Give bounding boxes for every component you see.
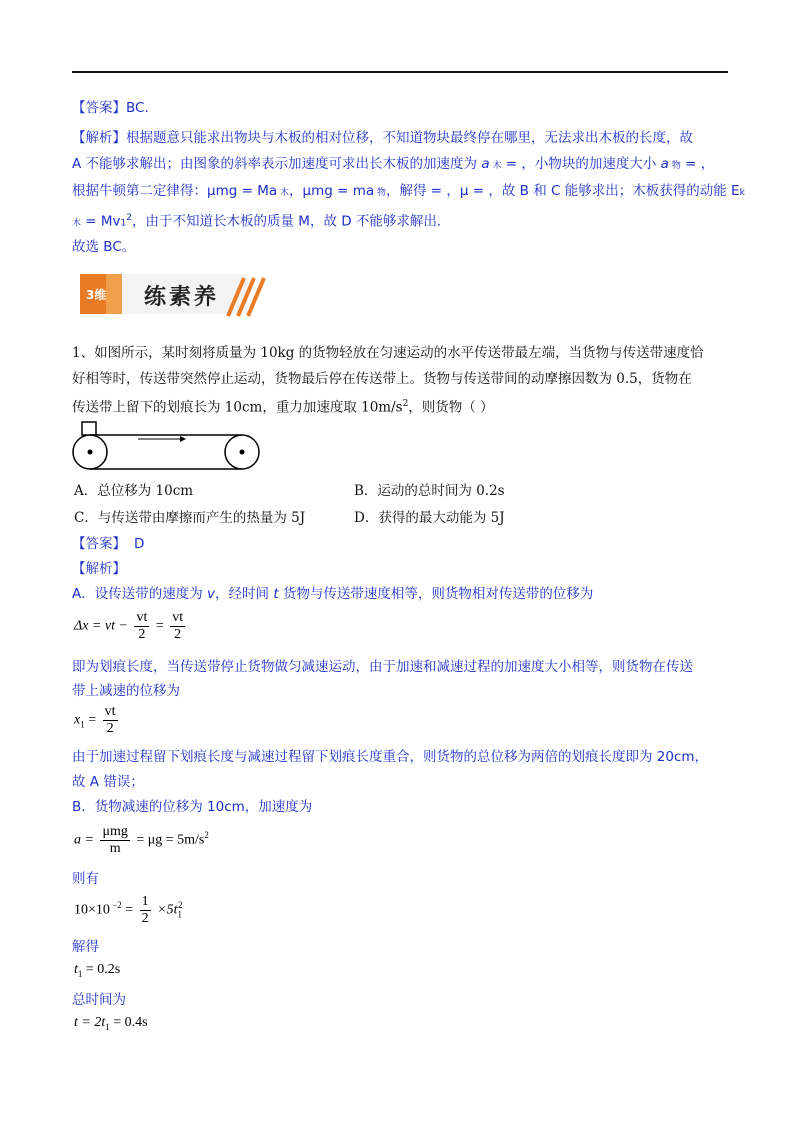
denominator: 2 (106, 721, 114, 736)
math-sub: 1 (105, 1021, 110, 1032)
eq-text: t = 2t (74, 1015, 106, 1030)
analysis-line-2 (72, 154, 732, 176)
numerator: μmg (102, 824, 128, 839)
analysis-text: = Mv (81, 213, 121, 230)
math-sub: 物 (374, 188, 387, 198)
math-sub: k (739, 188, 745, 198)
eq-text: t (74, 962, 78, 977)
math-sub: 1 (77, 968, 83, 979)
banner-tag: 3维 (86, 288, 107, 302)
header-rule (72, 71, 728, 73)
analysis-line-5 (72, 237, 732, 257)
analysis-text: 则有 (72, 871, 99, 887)
analysis-text: 解得 (72, 939, 99, 955)
math-sub: 1 (177, 909, 182, 920)
analysis-text: = ， (680, 156, 715, 172)
analysis-text: 故 A 错误； (72, 774, 144, 790)
analysis2-then (72, 869, 732, 889)
option-b: B．运动的总时间为 0.2s (354, 483, 505, 499)
eq-text: ×5t (157, 902, 178, 918)
equation-1 (74, 610, 188, 643)
math-sub: 1 (80, 719, 85, 730)
equation-6 (74, 1015, 148, 1032)
math-sup: −2 (109, 900, 122, 911)
math-var: t (273, 586, 279, 602)
banner-title: 练素养 (144, 285, 220, 310)
math-sup: 2 (177, 900, 183, 911)
math-sub: 物 (668, 161, 681, 171)
math-var: v (207, 586, 216, 602)
answer-label: 【答案】 (72, 100, 126, 116)
eq-text: = 0.2s (82, 962, 121, 977)
question-text: ，则货物（ ） (408, 399, 494, 416)
answer-line-1 (72, 98, 732, 118)
analysis-text: 根据题意只能求出物块与木板的相对位移，不知道物块最终停在哪里，无法求出木板的长度，故 (126, 130, 693, 146)
analysis2-p3 (72, 681, 732, 701)
option-c: C．与传送带由摩擦而产生的热量为 5J (74, 510, 306, 526)
analysis2-total (72, 990, 732, 1010)
analysis-label: 【解析】 (72, 130, 126, 146)
analysis-text: 总时间为 (72, 992, 126, 1008)
eq-text: = (121, 902, 134, 918)
analysis-text: 带上减速的位移为 (72, 683, 180, 699)
analysis2-b1 (72, 797, 732, 817)
denominator: 2 (174, 627, 182, 642)
equation-5 (74, 962, 120, 979)
numerator: vt (104, 704, 116, 719)
eq-text: 10×10 (74, 902, 110, 918)
math-sup: 2 (402, 399, 409, 409)
eq-text: x (74, 712, 81, 728)
analysis2-p4 (72, 747, 732, 767)
fraction (100, 824, 129, 857)
analysis2-p2 (72, 657, 732, 677)
fraction (134, 610, 149, 643)
eq-text: = 0.4s (109, 1015, 148, 1030)
analysis2-solve (72, 937, 732, 957)
analysis-text: A 不能够求解出；由图象的斜率表示加速度可求出长木板的加速度为 (72, 156, 482, 172)
math-sub: 1 (120, 218, 127, 229)
analysis2-p5 (72, 772, 732, 792)
math-sub: 木 (72, 218, 82, 229)
question-text: 1、如图所示，某时刻将质量为 10kg 的货物轻放在匀速运动的水平传送带最左端，当货物与传送带速度恰 (72, 345, 704, 361)
answer-value: D (134, 536, 145, 552)
analysis-line-4 (72, 208, 732, 234)
conveyor-diagram (72, 420, 262, 472)
analysis-text: = ，小物块的加速度大小 (501, 156, 661, 172)
eq-text: = (155, 618, 164, 634)
numerator: vt (172, 610, 184, 625)
math-sub: 木 (489, 161, 502, 171)
option-a: A．总位移为 10cm (74, 483, 194, 499)
analysis-text: ，解得 = ，μ = ，故 B 和 C 能够求出；木板获得的动能 E (386, 183, 740, 199)
math-sub: 木 (277, 188, 289, 198)
math-sup: 2 (126, 213, 133, 223)
analysis-text: ，由于不知道长木板的质量 M，故 D 不能够求解出. (132, 213, 442, 230)
cargo-block (82, 422, 96, 435)
analysis-text: ，μmg = ma (289, 183, 375, 199)
answer-label: 【答案】 (72, 536, 126, 552)
analysis-text: 即为划痕长度，当传送带停止货物做匀减速运动，由于加速和减速过程的加速度大小相等，则货物在传送 (72, 659, 693, 675)
answer-line-2 (72, 534, 732, 554)
math-var: a (660, 156, 669, 172)
eq-text: = (84, 712, 97, 728)
equation-2 (74, 704, 121, 737)
analysis-line-1 (72, 128, 732, 148)
eq-text: a = (74, 832, 94, 848)
analysis-text: B．货物减速的位移为 10cm，加速度为 (72, 799, 313, 815)
eq-text: = μg = 5m/s (136, 832, 205, 848)
fraction (140, 894, 151, 927)
analysis-label: 【解析】 (72, 561, 126, 577)
analysis-text: ，经时间 (215, 586, 274, 602)
analysis-text: 根据牛顿第二定律得：μmg = Ma (72, 183, 278, 199)
question-line-2 (72, 369, 732, 389)
question-line-3 (72, 394, 732, 418)
analysis-text: 由于加速过程留下划痕长度与减速过程留下划痕长度重合，则货物的总位移为两倍的划痕长度即为 20cm， (72, 749, 709, 765)
denominator: 2 (141, 911, 149, 926)
question-text: 传送带上留下的划痕长为 10cm，重力加速度取 10m/s (72, 399, 403, 416)
analysis-text: 货物与传送带速度相等，则货物相对传送带的位移为 (278, 586, 594, 602)
analysis-line-3 (72, 181, 745, 203)
equation-4 (74, 894, 182, 927)
numerator: 1 (141, 894, 149, 909)
denominator: m (109, 841, 121, 856)
option-d: D．获得的最大动能为 5J (354, 510, 505, 526)
math-sup: 2 (204, 830, 209, 841)
analysis2-line-a1 (72, 584, 732, 604)
math-var: a (481, 156, 490, 172)
equation-3 (74, 824, 209, 857)
question-text: 好相等时，传送带突然停止运动，货物最后停在传送带上。货物与传送带间的动摩擦因数为 0.5，货物在 (72, 371, 692, 387)
denominator: 2 (138, 627, 146, 642)
eq-text: Δx = vt − (74, 618, 128, 634)
analysis2-label (72, 559, 732, 579)
answer-value: BC. (126, 100, 149, 116)
fraction (103, 704, 118, 737)
fraction (170, 610, 185, 643)
section-banner (78, 272, 268, 320)
analysis-text: A．设传送带的速度为 (72, 586, 208, 602)
question-line-1 (72, 343, 732, 363)
analysis-text: 故选 BC。 (72, 239, 136, 255)
numerator: vt (136, 610, 148, 625)
